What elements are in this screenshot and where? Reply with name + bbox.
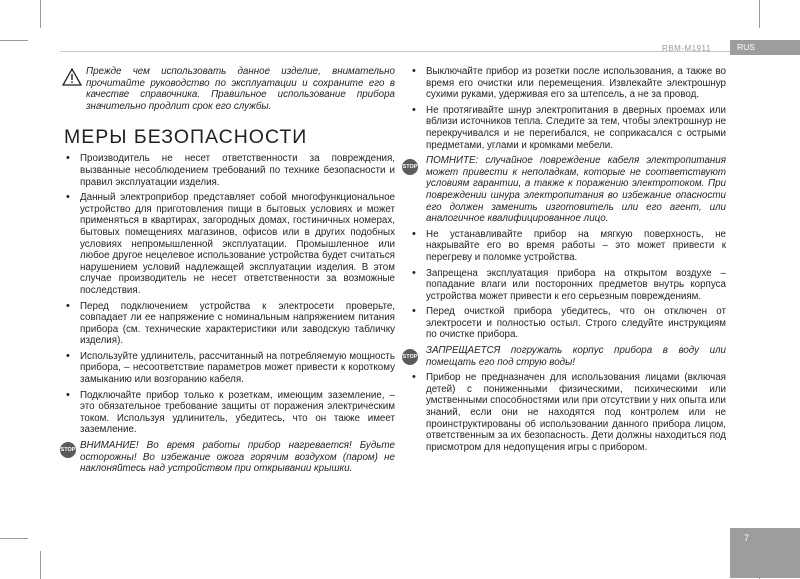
list-item: • Не протягивайте шнур электропитания в дверных проемах или вблизи источников тепла. Следите за тем, чтобы электрошнур не перекручивался и не перегибался, не соприкасался с острыми предметами, углами и кромками мебели.	[408, 105, 726, 151]
warning-text: ПОМНИТЕ: случайное повреждение кабеля электропитания может привести к неполадкам, которые не соответствуют условиям гарантии, а также к поражению электротоком. При повреждении шнура электропитания во избежание опасности его должен заменить изготовитель или его агент, или аналогичное квалифицированное лицо.	[426, 155, 726, 225]
list-item: • Перед подключением устройства к электросети проверьте, совпадает ли ее напряжение с номинальным напряжением питания прибора (см. технические характеристики или заводскую табличку изделия).	[62, 301, 395, 347]
list-item: • Прибор не предназначен для использования лицами (включая детей) с пониженными физическими, психическими или умственными способностями или при отсутствии у них опыта или знаний, если они не находятся под контролем или не проинструктированы об использовании данного прибора лицом, ответственным за их безопасность. Дети должны находиться под присмотром для недопущения игры с прибором.	[408, 372, 726, 453]
warning-text: ВНИМАНИЕ! Во время работы прибор нагревается! Будьте осторожны! Во избежание ожога горячим воздухом (паром) не наклоняйтесь над устройством при открывании крышки.	[80, 440, 395, 475]
page-number: 7	[730, 528, 800, 578]
list-item: • Выключайте прибор из розетки после использования, а также во время его очистки или перемещения. Извлекайте электрошнур сухими руками, удерживая его за штепсель, а не за провод.	[408, 66, 726, 101]
list-item: • Не устанавливайте прибор на мягкую поверхность, не накрывайте его во время работы – это может привести к перегреву и поломке устройства.	[408, 229, 726, 264]
crop-mark	[40, 551, 41, 579]
language-tab: RUS	[730, 40, 800, 55]
right-list	[408, 229, 726, 341]
right-column	[402, 66, 726, 457]
stop-icon: STOP	[402, 159, 418, 175]
intro-note-text: Прежде чем использовать данное изделие, внимательно прочитайте руководство по эксплуатации и сохраните его в качестве справочника. Правильное использование прибора значительно продлит срок его службы.	[86, 66, 395, 112]
warning-triangle-icon	[62, 68, 82, 86]
warning-note	[402, 155, 726, 225]
stop-icon: STOP	[60, 442, 76, 458]
intro-note	[86, 66, 395, 112]
right-list	[408, 372, 726, 453]
list-item: • Используйте удлинитель, рассчитанный на потребляемую мощность прибора, – несоответствие параметров может привести к короткому замыканию или возгоранию кабеля.	[62, 351, 395, 386]
list-item: • Данный электроприбор представляет собой многофункциональное устройство для приготовления пищи в бытовых условиях и может применяться в квартирах, загородных домах, гостиничных номерах, бытовых помещениях магазинов, офисов или в других подобных условиях непромышленной эксплуатации. Промышленное или любое другое нецелевое использование устройства будет считаться нарушением условий надлежащей эксплуатации изделия. В этом случае производитель не несет ответственности за возможные последствия.	[62, 192, 395, 296]
crop-mark	[0, 40, 28, 41]
crop-mark	[40, 0, 41, 28]
list-item: • Подключайте прибор только к розеткам, имеющим заземление, – это обязательное требование защиты от поражения электрическим током. Используя удлинитель, убедитесь, что он также имеет заземление.	[62, 390, 395, 436]
left-column	[62, 66, 395, 479]
section-title: МЕРЫ БЕЗОПАСНОСТИ	[64, 126, 308, 149]
warning-note	[60, 440, 395, 475]
list-item: • Производитель не несет ответственности за повреждения, вызванные несоблюдением требований по технике безопасности и правил эксплуатации изделия.	[62, 153, 395, 188]
crop-mark	[0, 538, 28, 539]
crop-mark	[759, 0, 760, 28]
list-item: • Перед очисткой прибора убедитесь, что он отключен от электросети и полностью остыл. Строго следуйте инструкциям по очистке прибора.	[408, 306, 726, 341]
left-list	[62, 153, 395, 436]
model-number: RBM-M1911	[662, 44, 711, 53]
right-list	[408, 66, 726, 151]
warning-text: ЗАПРЕЩАЕТСЯ погружать корпус прибора в воду или помещать его под струю воды!	[426, 345, 726, 368]
list-item: • Запрещена эксплуатация прибора на открытом воздухе – попадание влаги или посторонних предметов внутрь корпуса устройства может привести к его серьезным повреждениям.	[408, 268, 726, 303]
warning-note	[402, 345, 726, 368]
stop-icon: STOP	[402, 349, 418, 365]
